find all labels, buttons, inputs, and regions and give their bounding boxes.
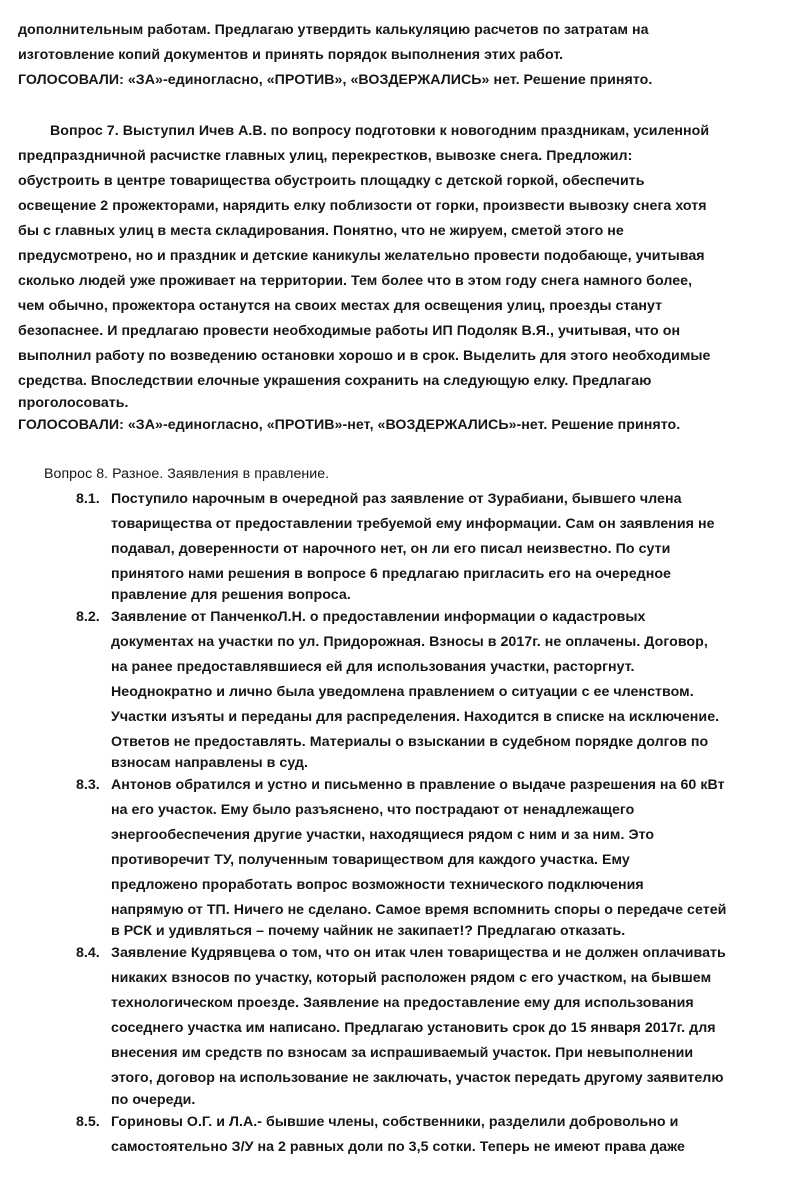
question-7-vote-result: ГОЛОСОВАЛИ: «ЗА»-единогласно, «ПРОТИВ»-нет, «ВОЗДЕРЖАЛИСЬ»-нет. Решение принято.: [18, 417, 681, 433]
list-item-line: на его участок. Ему было разъяснено, что пострадают от ненадлежащего: [111, 802, 635, 818]
list-item-line: энергообеспечения другие участки, находящиеся рядом с ним и за ним. Это: [111, 827, 655, 843]
list-item-line: по очереди.: [111, 1092, 196, 1108]
list-item-line: принятого нами решения в вопросе 6 предлагаю пригласить его на очередное: [111, 566, 671, 582]
list-item-line: внесения им средств по взносам за испрашиваемый участок. При невыполнении: [111, 1045, 694, 1061]
list-item-number: 8.4.: [76, 945, 100, 961]
list-item-line: Неоднократно и лично была уведомлена правлением о ситуации с ее членством.: [111, 684, 694, 700]
list-item-line: товарищества от предоставлении требуемой ему информации. Сам он заявления не: [111, 516, 715, 532]
question-7-line: бы с главных улиц в места складирования. Понятно, что не жируем, сметой этого не: [18, 223, 624, 239]
list-item-line: предложено проработать вопрос возможности технического подключения: [111, 877, 644, 893]
question-7-line: безопаснее. И предлагаю провести необходимые работы ИП Подоляк В.Я., учитывая, что он: [18, 323, 681, 339]
list-item-line: этого, договор на использование не заключать, участок передать другому заявителю: [111, 1070, 724, 1086]
question-7-line: освещение 2 прожекторами, нарядить елку поблизости от горки, произвести вывозку снега хотя: [18, 198, 707, 214]
list-item-number: 8.5.: [76, 1114, 100, 1130]
question-7-line: сколько людей уже проживает на территории. Тем более что в этом году снега намного более,: [18, 273, 693, 289]
list-item-line: в РСК и удивляться – почему чайник не закипает!? Предлагаю отказать.: [111, 923, 626, 939]
list-item-line: Заявление от ПанченкоЛ.Н. о предоставлении информации о кадастровых: [111, 609, 646, 625]
list-item-number: 8.1.: [76, 491, 100, 507]
list-item-line: технологическом проезде. Заявление на предоставление ему для использования: [111, 995, 694, 1011]
list-item-line: самостоятельно З/У на 2 равных доли по 3,5 сотки. Теперь не имеют права даже: [111, 1139, 685, 1155]
list-item-line: документах на участки по ул. Придорожная. Взносы в 2017г. не оплачены. Договор,: [111, 634, 708, 650]
question-7-line: чем обычно, прожектора останутся на своих местах для освещения улиц, проезды станут: [18, 298, 663, 314]
list-item-number: 8.3.: [76, 777, 100, 793]
list-item-line: Ответов не предоставлять. Материалы о взыскании в судебном порядке долгов по: [111, 734, 709, 750]
list-item-line: соседнего участка им написано. Предлагаю установить срок до 15 января 2017г. для: [111, 1020, 716, 1036]
question-7-line: проголосовать.: [18, 395, 129, 411]
list-item-line: напрямую от ТП. Ничего не сделано. Самое время вспомнить споры о передаче сетей: [111, 902, 727, 918]
question-7-line: предпраздничной расчистке главных улиц, перекрестков, вывозке снега. Предложил:: [18, 148, 633, 164]
question-7-line: предусмотрено, но и праздник и детские каникулы желательно провести подобающе, учитывая: [18, 248, 705, 264]
intro-line: дополнительным работам. Предлагаю утвердить калькуляцию расчетов по затратам на: [18, 22, 649, 38]
list-item-line: подавал, доверенности от нарочного нет, он ли его писал неизвестно. По сути: [111, 541, 671, 557]
list-item-line: на ранее предоставлявшиеся ей для использования участки, расторгнут.: [111, 659, 635, 675]
list-item-line: Заявление Кудрявцева о том, что он итак член товарищества и не должен оплачивать: [111, 945, 726, 961]
question-7-line: выполнил работу по возведению остановки хорошо и в срок. Выделить для этого необходимые: [18, 348, 711, 364]
list-item-line: никаких взносов по участку, который расположен рядом с его участком, на бывшем: [111, 970, 712, 986]
question-7-line: средства. Впоследствии елочные украшения сохранить на следующую елку. Предлагаю: [18, 373, 652, 389]
intro-vote-result: ГОЛОСОВАЛИ: «ЗА»-единогласно, «ПРОТИВ», «ВОЗДЕРЖАЛИСЬ» нет. Решение принято.: [18, 72, 653, 88]
list-item-line: противоречит ТУ, полученным товариществом для каждого участка. Ему: [111, 852, 630, 868]
list-item-line: взносам направлены в суд.: [111, 755, 308, 771]
list-item-line: Гориновы О.Г. и Л.А.- бывшие члены, собственники, разделили добровольно и: [111, 1114, 679, 1130]
list-item-line: правление для решения вопроса.: [111, 587, 351, 603]
list-item-line: Поступило нарочным в очередной раз заявление от Зурабиани, бывшего члена: [111, 491, 682, 507]
question-7-line: обустроить в центре товарищества обустроить площадку с детской горкой, обеспечить: [18, 173, 645, 189]
list-item-number: 8.2.: [76, 609, 100, 625]
question-8-heading: Вопрос 8. Разное. Заявления в правление.: [44, 466, 330, 482]
list-item-line: Антонов обратился и устно и письменно в правление о выдаче разрешения на 60 кВт: [111, 777, 725, 793]
question-7-line: Вопрос 7. Выступил Ичев А.В. по вопросу подготовки к новогодним праздникам, усиленной: [50, 123, 710, 139]
list-item-line: Участки изъяты и переданы для распределения. Находится в списке на исключение.: [111, 709, 720, 725]
intro-line: изготовление копий документов и принять порядок выполнения этих работ.: [18, 47, 564, 63]
